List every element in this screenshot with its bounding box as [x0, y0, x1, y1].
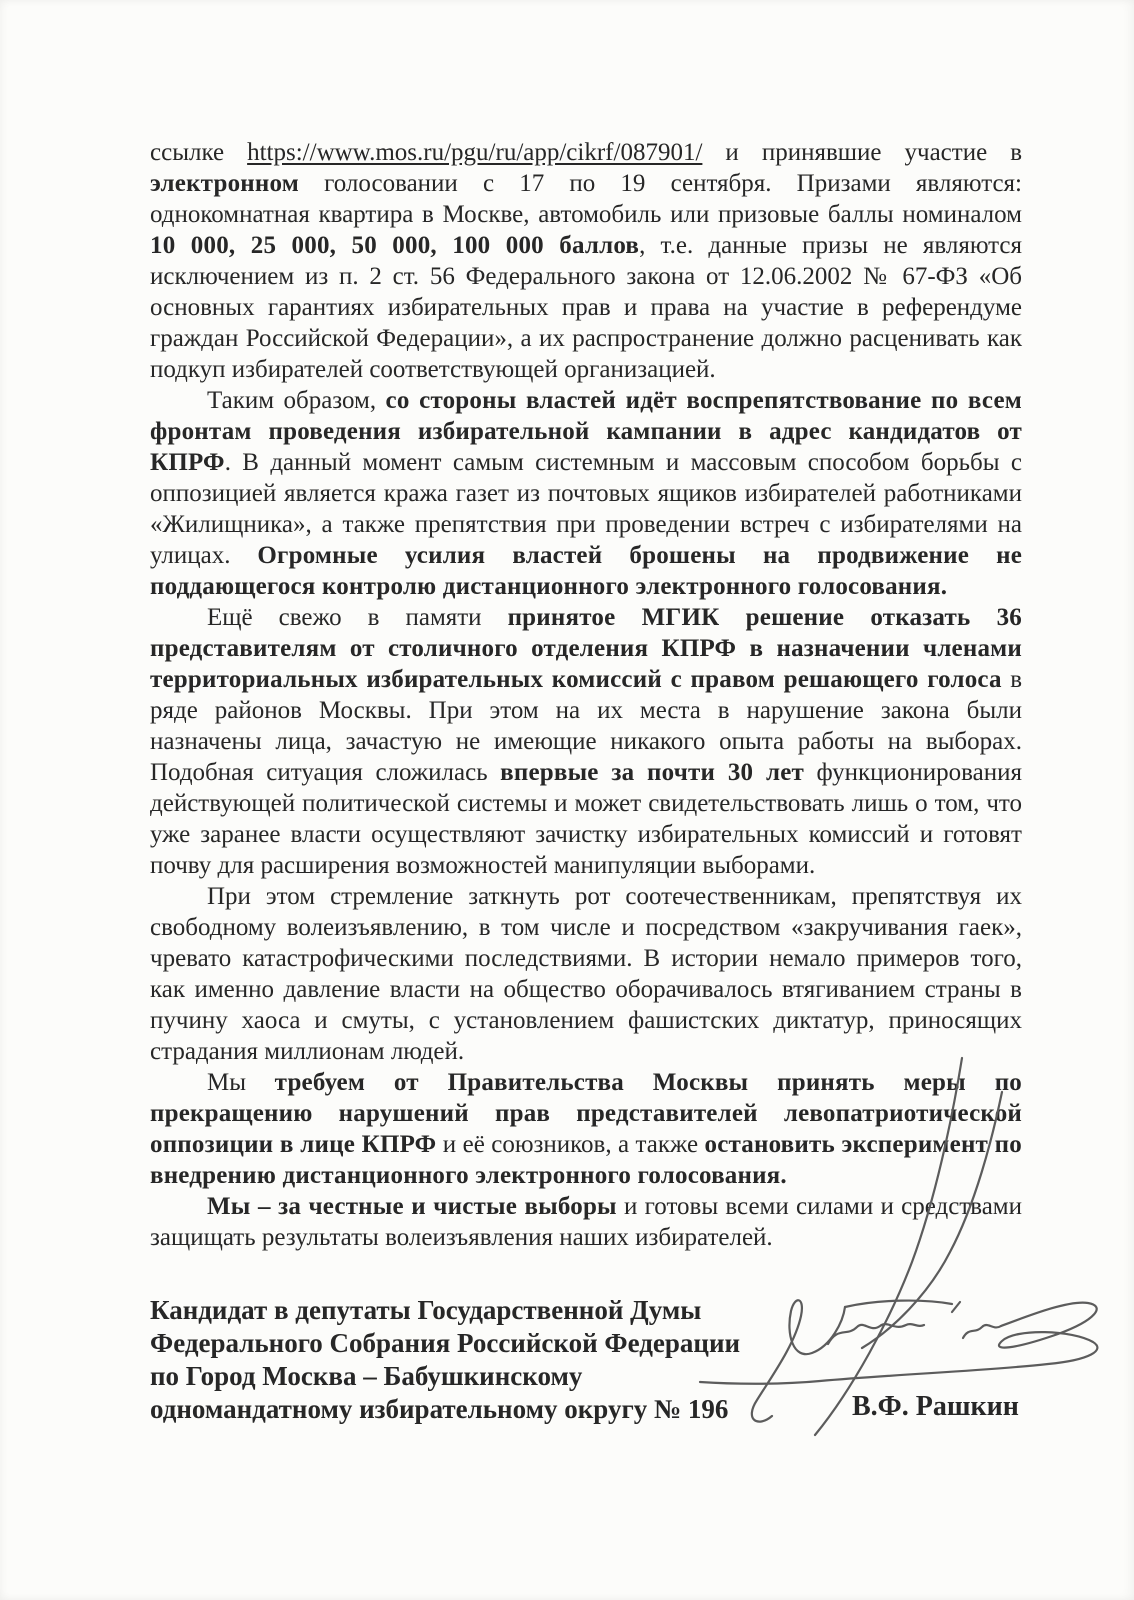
text-segment: Мы – за честные и чистые выборы — [207, 1193, 617, 1220]
text-segment: . В данный момент самым системным и массовым способом борьбы с оппозицией является кража газет из почтовых ящиков избирателей работниками «Жилищника», а также препятствия при проведении встреч с избирателями на улицах. — [150, 449, 1022, 569]
signature-block — [150, 1294, 740, 1426]
paragraph — [150, 137, 1022, 385]
text-segment: Ещё свежо в памяти — [207, 604, 508, 631]
paragraph — [150, 1067, 1022, 1191]
paragraph — [150, 385, 1022, 602]
text-segment: Мы — [207, 1069, 275, 1096]
signature-block-line: по Город Москва – Бабушкинскому — [150, 1361, 583, 1391]
text-segment: электронном — [150, 170, 299, 197]
text-segment: функционирования действующей политической системы и может свидетельствовать лишь о том, что уже заранее власти осуществляют зачистку избирательных комиссий и готовят почву для расширения возможностей манипуляции выборами. — [150, 759, 1022, 879]
paragraph — [150, 1191, 1022, 1253]
text-segment: голосовании с 17 по 19 сентября. Призами являются: однокомнатная квартира в Москве, автомобиль или призовые баллы номиналом — [150, 170, 1022, 228]
text-segment: в ряде районов Москвы. При этом на их места в нарушение закона были назначены лица, зачастую не имеющие никакого опыта работы на выборах. Подобная ситуация сложилась — [150, 666, 1022, 786]
text-segment: Огромные усилия властей брошены на продвижение не поддающегося контролю дистанционного электронного голосования. — [150, 542, 1022, 600]
text-segment: 10 000, 25 000, 50 000, 100 000 баллов — [150, 232, 640, 259]
paragraph — [150, 602, 1022, 881]
text-segment: ссылке — [150, 139, 248, 166]
text-segment: При этом стремление заткнуть рот соотечественникам, препятствуя их свободному волеизъявлению, в том числе и посредством «закручивания гаек», чревато катастрофическими последствиями. В истории немало примеров того, как именно давление власти на общество оборачивалось втягиванием страны в пучину хаоса и смуты, с установлением фашистских диктатур, приносящих страдания миллионам людей. — [150, 883, 1022, 1065]
text-segment: Таким образом, — [207, 387, 386, 414]
text-segment: и принявшие участие в — [702, 139, 1022, 166]
text-segment: и её союзников, а также — [436, 1131, 705, 1158]
text-segment: остановить эксперимент по внедрению дистанционного электронного голосования. — [150, 1131, 1022, 1189]
text-segment: и готовы всеми силами и средствами защищать результаты волеизъявления наших избирателей. — [150, 1193, 1022, 1251]
text-segment: , т.е. данные призы не являются исключением из п. 2 ст. 56 Федерального закона от 12.06.2002 № 67-ФЗ «Об основных гарантиях избирательных прав и права на участие в референдуме граждан Российской Федерации», а их распространение должно расценивать как подкуп избирателей соответствующей организацией. — [150, 232, 1022, 383]
signature-block-line: одномандатному избирательному округу № 196 — [150, 1394, 729, 1424]
text-segment: принятое МГИК решение отказать 36 представителям от столичного отделения КПРФ в назначении членами территориальных избирательных комиссий с правом решающего голоса — [150, 604, 1022, 693]
signature-block-line: Кандидат в депутаты Государственной Думы — [150, 1295, 702, 1325]
text-segment: впервые за почти 30 лет — [500, 759, 804, 786]
paragraph — [150, 881, 1022, 1067]
signature-block-line: Федерального Собрания Российской Федерации — [150, 1328, 741, 1358]
url-text: https://www.mos.ru/pgu/ru/app/cikrf/087901/ — [247, 139, 703, 166]
text-segment: со стороны властей идёт воспрепятствование по всем фронтам проведения избирательной кампании в адрес кандидатов от КПРФ — [150, 387, 1023, 476]
text-segment: требуем от Правительства Москвы принять меры по прекращению нарушений прав представителей левопатриотической оппозиции в лице КПРФ — [150, 1069, 1022, 1158]
signer-name: В.Ф. Рашкин — [852, 1391, 1019, 1422]
letter-body — [150, 137, 1022, 1253]
